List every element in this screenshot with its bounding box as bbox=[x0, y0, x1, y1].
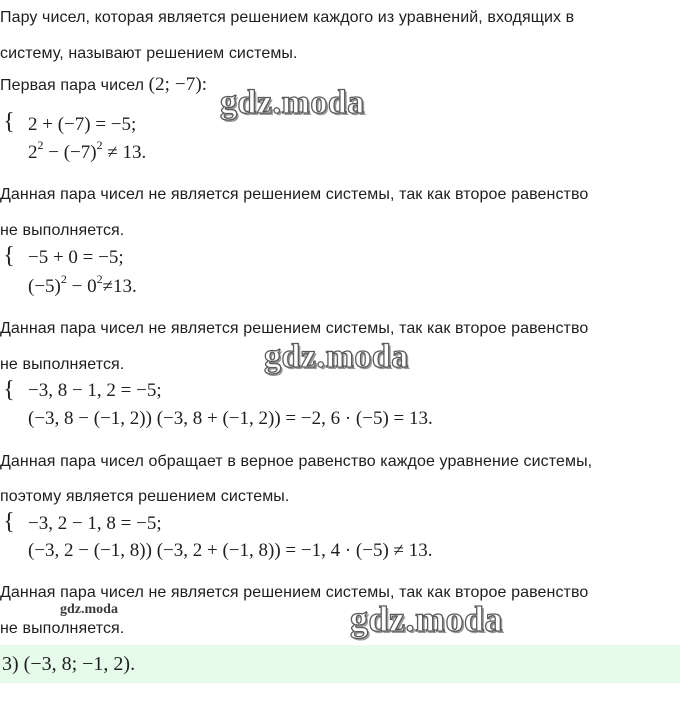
pair3-note-1: Данная пара чисел обращает в верное равенство каждое уравнение системы, bbox=[0, 453, 593, 470]
pair4-note-1: Данная пара чисел не является решением системы, так как второе равенство bbox=[0, 584, 589, 601]
pair2-note-1: Данная пара чисел не является решением системы, так как второе равенство bbox=[0, 320, 589, 337]
pair1-eq2: $2^2 - (-7)^2 \ne 13$. bbox=[28, 138, 147, 163]
pair2-eq1: −5 + 0 = −5; bbox=[28, 247, 124, 268]
pair1-value: (2; −7): bbox=[148, 74, 208, 95]
pair1-note-1: Данная пара чисел не является решением системы, так как второе равенство bbox=[0, 186, 589, 203]
pair3-eq2: (−3, 8 − (−1, 2)) (−3, 8 + (−1, 2)) = −2, 6 · (−5) = 13. bbox=[28, 408, 433, 429]
pair1-system-brace: { bbox=[3, 109, 15, 135]
intro-line-1: Пару чисел, которая является решением каждого из уравнений, входящих в bbox=[0, 9, 575, 26]
pair1-note-2: не выполняется. bbox=[0, 222, 125, 239]
answer-box bbox=[0, 645, 680, 683]
pair1-heading bbox=[0, 74, 207, 96]
pair1-label: Первая пара чисел bbox=[0, 77, 145, 94]
pair2-system-brace: { bbox=[3, 243, 15, 269]
pair3-system-brace: { bbox=[3, 377, 15, 403]
pair4-eq2: (−3, 2 − (−1, 8)) (−3, 2 + (−1, 8)) = −1, 4 · (−5) ≠ 13. bbox=[28, 540, 433, 561]
watermark-logo: gdz.moda bbox=[350, 599, 504, 639]
answer-text: 3) (−3, 8; −1, 2). bbox=[2, 653, 136, 675]
pair4-eq1: −3, 2 − 1, 8 = −5; bbox=[28, 513, 162, 534]
pair1-eq1: 2 + (−7) = −5; bbox=[28, 114, 137, 135]
pair3-eq1: −3, 8 − 1, 2 = −5; bbox=[28, 380, 162, 401]
pair4-system-brace: { bbox=[3, 509, 15, 535]
pair4-note-2: не выполняется. bbox=[0, 620, 125, 637]
watermark-logo-small: gdz.moda bbox=[60, 602, 118, 617]
pair2-note-2: не выполняется. bbox=[0, 356, 125, 373]
intro-line-2: систему, называют решением системы. bbox=[0, 45, 298, 62]
pair2-eq2: $(-5)^2 - 0^2\ne 13$. bbox=[28, 272, 137, 297]
pair3-note-2: поэтому является решением системы. bbox=[0, 488, 290, 505]
watermark-logo: gdz.moda bbox=[220, 84, 365, 121]
watermark-logo: gdz.moda bbox=[264, 338, 409, 375]
